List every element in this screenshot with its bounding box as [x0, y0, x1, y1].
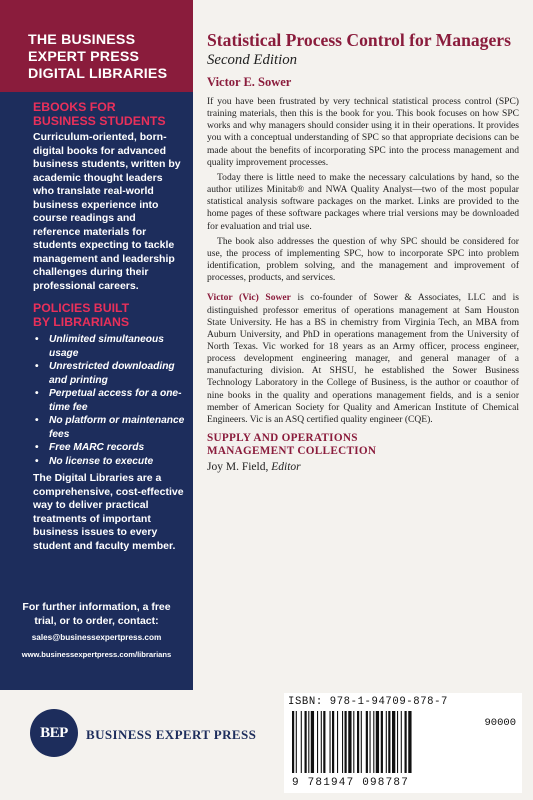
- collection-line: SUPPLY AND OPERATIONS: [207, 432, 358, 445]
- editor-name: Joy M. Field: [207, 461, 266, 474]
- collection-line: MANAGEMENT COLLECTION: [207, 445, 377, 458]
- sidebar-header-line: THE BUSINESS: [28, 32, 136, 48]
- sidebar-header-line: EXPERT PRESS: [28, 49, 140, 65]
- library-text: The Digital Libraries are a comprehensive, cost-effective way to deliver practical treatments of important business issues to every student and faculty member.: [33, 472, 184, 552]
- back-cover-content: [207, 30, 519, 473]
- sidebar-panel: [0, 0, 193, 690]
- policies-list: [33, 333, 185, 468]
- policies-heading-line: BY LIBRARIANS: [33, 315, 130, 329]
- policy-item: • Perpetual access for a one-time fee: [41, 387, 185, 414]
- collection-editor: Joy M. Field, Editor: [207, 461, 301, 474]
- policy-item: • Unlimited simultaneous usage: [41, 333, 185, 360]
- website-link[interactable]: www.businessexpertpress.com/librarians: [21, 650, 172, 659]
- barcode-area: [284, 693, 522, 793]
- further-info-text: For further information, a free trial, or to order, contact:: [22, 601, 171, 627]
- policy-item: • No platform or maintenance fees: [41, 414, 185, 441]
- publisher-name: BUSINESS EXPERT PRESS: [86, 727, 257, 742]
- ebooks-heading: [33, 100, 185, 128]
- bep-logo-text: BEP: [40, 724, 68, 741]
- description-paragraph: Today there is little need to make the necessary calculations by hand, so the author utilizes Minitab® and NWA Quality Analyst—two of the most popular statistical analysis software packages on the market. Links are provided to the home pages of these software packages where trial versions may be downloaded for evaluation and trial use.: [207, 171, 519, 232]
- ebooks-heading-line: EBOOKS FOR: [33, 100, 116, 114]
- bep-logo: [30, 709, 78, 757]
- policy-item: • Unrestricted downloading and printing: [41, 360, 185, 387]
- isbn-text: ISBN: 978-1-94709-878-7: [288, 696, 449, 708]
- book-title: Statistical Process Control for Managers: [207, 30, 511, 50]
- policies-heading-line: POLICIES BUILT: [33, 301, 130, 315]
- ebooks-text: Curriculum-oriented, born-digital books for advanced business students, written by academic thought leaders who translate real-world business experience into course readings and reference materials for students expecting to tackle management and leadership challenges during their professional careers.: [33, 131, 181, 292]
- description-paragraph: The book also addresses the question of why SPC should be considered for use, the process of implementing SPC, how to incorporate SPC into problem identification, problem solving, and the management and improvement of processes, products, and services.: [207, 235, 519, 284]
- bio-author-name: Victor (Vic) Sower: [207, 292, 291, 304]
- sidebar-body: [0, 92, 193, 553]
- sales-email-link[interactable]: sales@businessexpertpress.com: [31, 633, 162, 642]
- policies-heading: [33, 301, 185, 329]
- policy-item: • No license to execute: [41, 455, 185, 469]
- contact-block: [0, 600, 193, 662]
- ean-number: 9 781947 098787: [292, 777, 410, 789]
- ebooks-heading-line: BUSINESS STUDENTS: [33, 114, 166, 128]
- sidebar-header: [0, 0, 193, 92]
- barcode-bars: [290, 711, 455, 775]
- author-bio: [207, 292, 519, 426]
- policy-item: • Free MARC records: [41, 441, 185, 455]
- book-author: Victor E. Sower: [207, 75, 292, 89]
- sidebar-header-line: DIGITAL LIBRARIES: [28, 66, 168, 82]
- description-paragraph: If you have been frustrated by very technical statistical process control (SPC) training materials, then this is the book for you. This book focuses on how SPC works and why managers should consider using it in their operations. It provides you with a conceptual understanding of SPC so that appropriate decisions can be made about the benefits of incorporating SPC into the process management and quality improvement processes.: [207, 96, 519, 168]
- collection-name: [207, 432, 519, 458]
- book-edition: Second Edition: [207, 52, 297, 68]
- bio-text: is co-founder of Sower & Associates, LLC and is distinguished professor emeritus of operations management at Sam Houston State University. He has a BS in chemistry from Virginia Tech, an MBA from Auburn University, and PhD in operations management from the University of North Texas. Vic worked for 18 years as an Army officer, process engineer, process development engineering manager, and general manager of a manufacturing division. At SHSU, he established the Sower Business Technology Laboratory in the College of Business, is the author or coauthor of nine books in the quality and operations management fields, and is a senior member of American Society for Quality and American Institute of Chemical Engineers. Vic is an ASQ certified quality engineer (CQE).: [207, 292, 519, 425]
- price-code: 90000: [484, 717, 516, 729]
- editor-role: Editor: [271, 461, 301, 474]
